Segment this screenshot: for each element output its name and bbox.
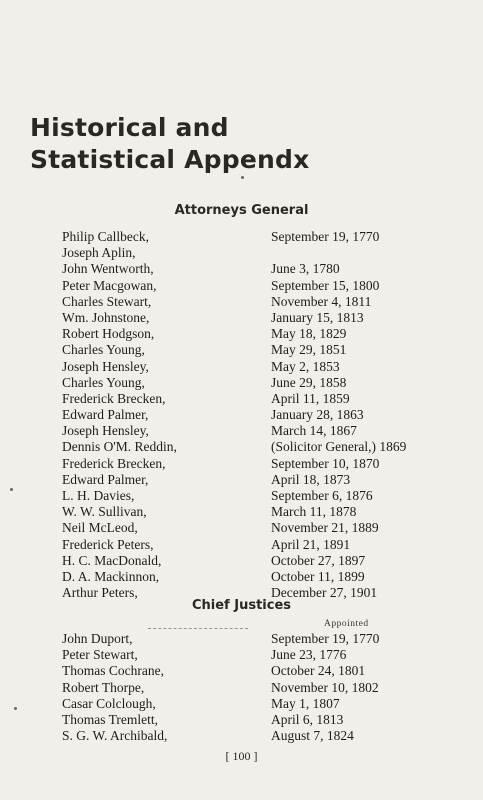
page-number: [ 100 ] [225,749,258,763]
entry-row [0,229,483,245]
entry-row [0,504,483,520]
entry-date: September 6, 1876 [271,488,373,503]
entry-name: Wm. Johnstone, [62,309,150,325]
entry-row [0,456,483,472]
entry-row [0,537,483,553]
entry-row [0,294,483,310]
paper-speck [14,707,17,710]
entry-name: Peter Macgowan, [62,277,157,293]
entry-date: January 15, 1813 [271,309,364,325]
entry-name: Robert Thorpe, [62,679,145,695]
entry-row [0,391,483,407]
chief-justices-list [0,631,483,744]
entry-date: October 11, 1899 [271,568,365,584]
entry-row [0,553,483,569]
entry-date: March 14, 1867 [271,423,357,439]
entry-date: September 15, 1800 [271,277,380,293]
entry-row [0,245,483,261]
entry-name: Charles Stewart, [62,293,152,309]
entry-row [0,520,483,536]
entry-name: Frederick Brecken, [62,455,166,471]
title-line-1: Historical and [30,113,229,142]
entry-row [0,375,483,391]
entry-date: June 29, 1858 [271,374,347,390]
entry-name: S. G. W. Archibald, [62,728,168,744]
entry-name: Joseph Hensley, [62,423,149,439]
attorneys-general-heading: Attorneys General [174,203,309,218]
paper-speck [241,176,244,179]
entry-date: April 6, 1813 [271,711,344,727]
entry-date: September 19, 1770 [271,631,380,646]
entry-row [0,342,483,358]
entry-date: May 18, 1829 [271,326,347,342]
appointed-column-label: Appointed [324,619,369,629]
entry-date: May 2, 1853 [271,358,340,374]
entry-row [0,261,483,277]
entry-row [0,326,483,342]
entry-row [0,728,483,744]
entry-date: April 21, 1891 [271,536,351,552]
entry-row [0,631,483,647]
entry-name: Thomas Tremlett, [62,711,159,727]
entry-date: September 19, 1770 [271,229,380,244]
entry-name: H. C. MacDonald, [62,552,162,568]
entry-row [0,310,483,326]
entry-row [0,663,483,679]
section-rule [148,628,248,629]
entry-row [0,407,483,423]
entry-row [0,712,483,728]
entry-name: Robert Hodgson, [62,326,155,342]
page-title [30,112,309,176]
title-line-2: Statistical Appendx [30,145,310,174]
entry-date: November 21, 1889 [271,520,379,536]
entry-name: Edward Palmer, [62,407,149,423]
entry-date: June 3, 1780 [271,261,340,277]
entry-date: April 11, 1859 [271,390,350,406]
entry-row [0,488,483,504]
entry-row [0,647,483,663]
entry-row [0,278,483,294]
entry-row [0,439,483,455]
entry-date: April 18, 1873 [271,471,351,487]
entry-name: Charles Young, [62,374,145,390]
entry-date: March 11, 1878 [271,504,357,520]
entry-row [0,680,483,696]
entry-row [0,569,483,585]
entry-date: May 29, 1851 [271,342,347,358]
entry-date: June 23, 1776 [271,647,347,663]
entry-name: Joseph Hensley, [62,358,149,374]
entry-name: John Wentworth, [62,261,154,277]
entry-date: January 28, 1863 [271,407,364,423]
entry-name: Neil McLeod, [62,520,138,536]
entry-date: October 24, 1801 [271,663,366,679]
entry-name: Philip Callbeck, [62,229,149,244]
entry-name: John Duport, [62,631,133,646]
entry-date: August 7, 1824 [271,728,354,744]
entry-date: (Solicitor General,) 1869 [271,439,407,455]
entry-date: December 27, 1901 [271,585,378,601]
entry-name: Dennis O'M. Reddin, [62,439,177,455]
entry-row [0,472,483,488]
entry-name: Frederick Brecken, [62,390,166,406]
entry-name: L. H. Davies, [62,488,135,503]
attorneys-general-list [0,229,483,601]
entry-date: November 4, 1811 [271,293,372,309]
entry-date: November 10, 1802 [271,679,379,695]
entry-date: October 27, 1897 [271,552,366,568]
entry-name: W. W. Sullivan, [62,504,147,520]
entry-name: Joseph Aplin, [62,245,136,261]
entry-row [0,359,483,375]
entry-name: Thomas Cochrane, [62,663,164,679]
entry-name: Charles Young, [62,342,145,358]
paper-speck [10,488,13,491]
entry-row [0,696,483,712]
entry-date: September 10, 1870 [271,455,380,471]
entry-name: Peter Stewart, [62,647,138,663]
entry-name: Edward Palmer, [62,471,149,487]
entry-date: May 1, 1807 [271,695,340,711]
entry-name: Frederick Peters, [62,536,154,552]
entry-name: Arthur Peters, [62,585,138,601]
entry-name: D. A. Mackinnon, [62,568,160,584]
chief-justices-heading: Chief Justices [191,598,291,613]
entry-name: Casar Colclough, [62,695,156,711]
entry-row [0,423,483,439]
